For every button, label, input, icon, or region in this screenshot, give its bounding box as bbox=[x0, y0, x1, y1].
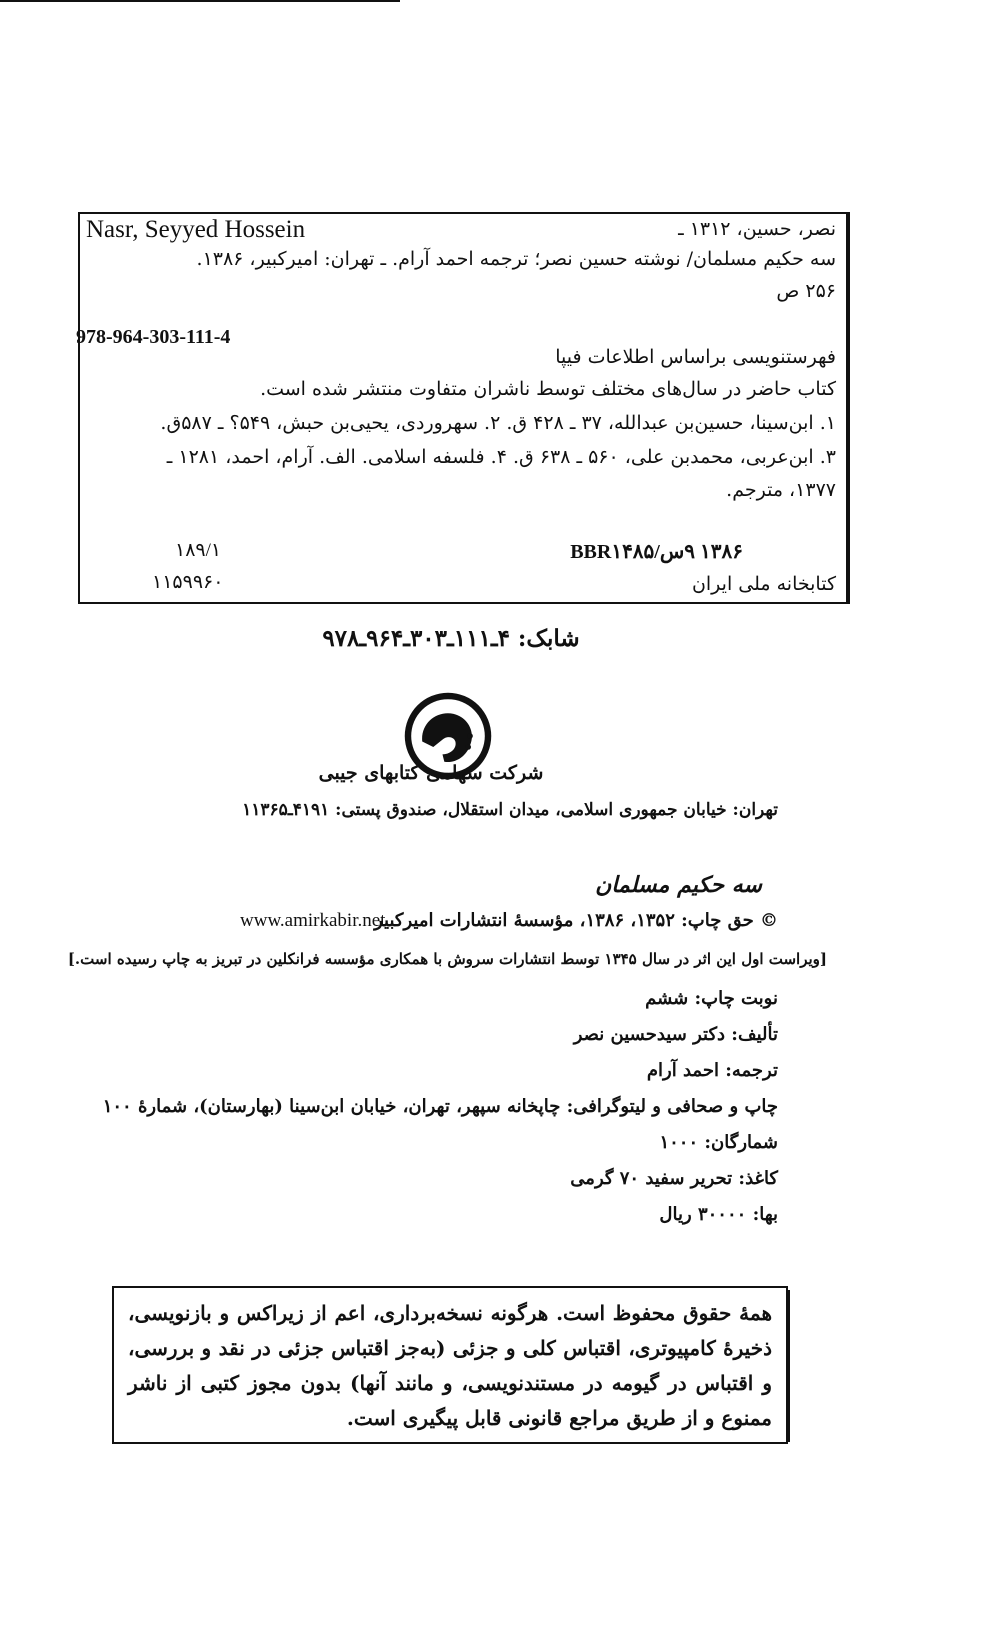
publisher-name: شرکت سهامی کتابهای جیبی bbox=[318, 762, 544, 784]
fipa-note: فهرستنویسی براساس اطلاعات فیپا bbox=[555, 346, 836, 368]
page-count: ۲۵۶ ص bbox=[776, 280, 836, 302]
website-link[interactable]: www.amirkabir.net bbox=[240, 910, 386, 931]
print-run: نوبت چاپ: ششم bbox=[645, 988, 778, 1009]
rights-notice-text: همهٔ حقوق محفوظ است. هرگونه نسخه‌برداری، اعم از زیراکس و بازنویسی، ذخیرهٔ کامپیوتری، اقتباس کلی و جزئی (به‌جز اقتباس جزئی در نقد و بررسی، و اقتباس در گیومه در مستندنویسی، و مانند آنها) بدون مجوز کتبی از ناشر ممنوع و از طریق مراجع قانونی قابل پیگیری است. bbox=[128, 1301, 772, 1430]
rights-notice-box bbox=[112, 1286, 788, 1444]
isbn-number: 978-964-303-111-4 bbox=[76, 326, 231, 348]
cip-record-box bbox=[78, 212, 850, 604]
edition-note: کتاب حاضر در سال‌های مختلف توسط ناشران متفاوت منتشر شده است. bbox=[260, 378, 836, 400]
copyright-line: © حق چاپ: ۱۳۵۲، ۱۳۸۶، مؤسسهٔ انتشارات امیرکبیر bbox=[374, 910, 778, 931]
box-edge bbox=[846, 214, 850, 602]
title-statement: سه حکیم مسلمان/ نوشته حسین نصر؛ ترجمه احمد آرام. ـ تهران: امیرکبیر، ۱۳۸۶. bbox=[196, 248, 836, 270]
isbn-shabak: شابک: ۴ـ۱۱۱ـ۳۰۳ـ۹۶۴ـ۹۷۸ bbox=[322, 625, 580, 652]
book-title: سه حکیم مسلمان bbox=[595, 872, 762, 898]
subjects-line-2: ۳. ابن‌عربی، محمدبن علی، ۵۶۰ ـ ۶۳۸ ق. ۴. فلسفه اسلامی. الف. آرام، احمد، ۱۲۸۱ ـ bbox=[166, 446, 836, 468]
national-library: کتابخانه ملی ایران bbox=[691, 573, 836, 595]
circulation: شمارگان: ۱۰۰۰ bbox=[659, 1132, 778, 1153]
printing-house: چاپ و صحافی و لیتوگرافی: چاپخانه سپهر، تهران، خیابان ابن‌سینا (بهارستان)، شمارهٔ ۱۰۰ bbox=[102, 1096, 778, 1117]
subjects-line-3: ۱۳۷۷، مترجم. bbox=[726, 479, 836, 501]
library-record-number: ۱۱۵۹۹۶۰ bbox=[152, 572, 224, 593]
classification-number: ۱۳۸۶ ۹س/BBR۱۴۸۵ bbox=[570, 541, 743, 563]
publisher-address: تهران: خیابان جمهوری اسلامی، میدان استقلال، صندوق پستی: ۴۱۹۱ـ۱۱۳۶۵ bbox=[242, 800, 778, 820]
translator-credit: ترجمه: احمد آرام bbox=[646, 1060, 778, 1081]
author-english: Nasr, Seyyed Hossein bbox=[86, 216, 306, 243]
top-rule bbox=[0, 0, 400, 2]
price: بها: ۳۰۰۰۰ ریال bbox=[659, 1204, 778, 1225]
dewey-number: ۱۸۹/۱ bbox=[175, 540, 222, 561]
paper-type: کاغذ: تحریر سفید ۷۰ گرمی bbox=[570, 1168, 778, 1189]
author-credit: تألیف: دکتر سیدحسین نصر bbox=[573, 1024, 778, 1045]
box-shadow-edge bbox=[787, 1290, 790, 1442]
first-edition-note: [ویراست اول این اثر در سال ۱۳۴۵ توسط انتشارات سروش با همکاری مؤسسه فرانکلین در تبریز به چاپ رسیده است.] bbox=[67, 950, 827, 968]
subjects-line-1: ۱. ابن‌سینا، حسین‌بن عبدالله، ۳۷ ـ ۴۲۸ ق. ۲. سهروردی، یحیی‌بن حبش، ۵۴۹؟ ـ ۵۸۷ق. bbox=[160, 412, 836, 434]
author-persian: نصر، حسین، ۱۳۱۲ ـ bbox=[678, 218, 836, 240]
